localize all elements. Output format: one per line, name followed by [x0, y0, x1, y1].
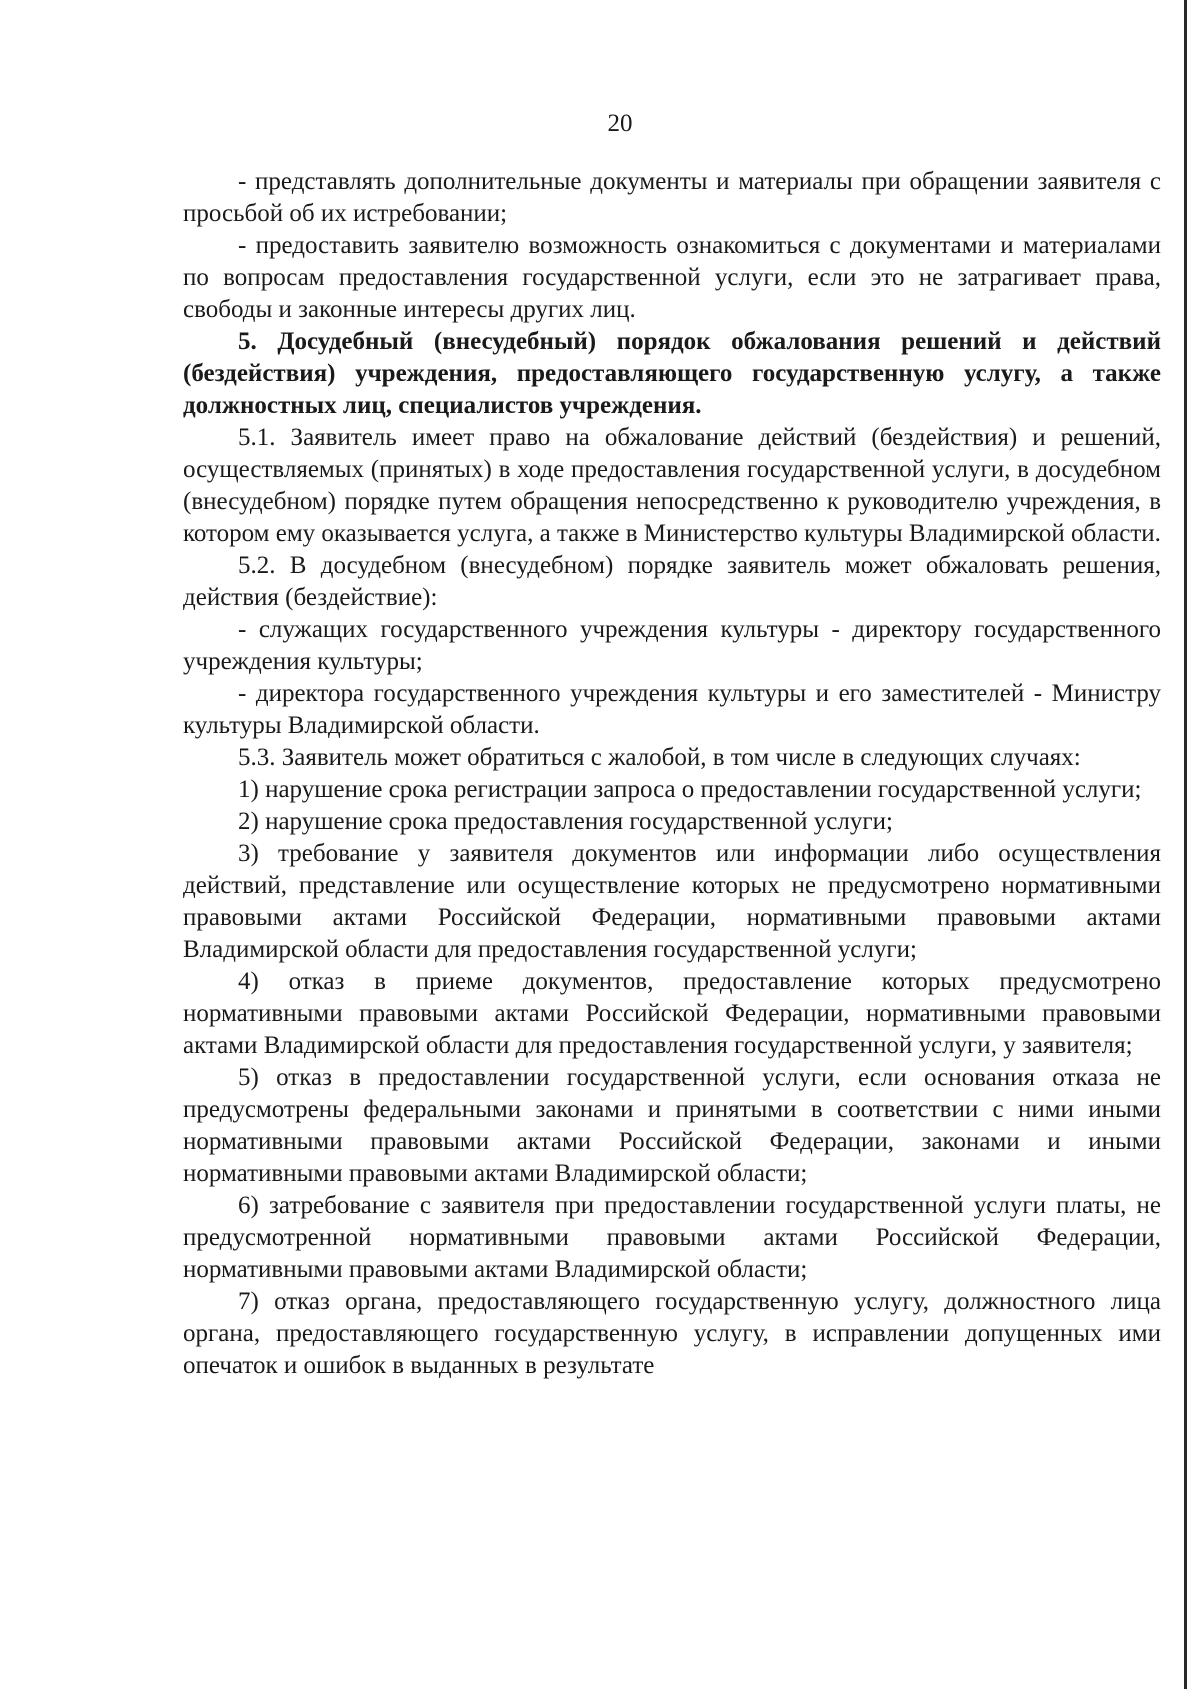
- paragraph-5-3: 5.3. Заявитель может обратиться с жалобой, в том числе в следующих случаях:: [238, 744, 1081, 771]
- list-item-2: 2) нарушение срока предоставления государственной услуги;: [238, 808, 893, 835]
- list-item-4: 4) отказ в приеме документов, предоставление которых предусмотрено нормативными правовыми актами Российской Федерации, нормативными правовыми актами Владимирской области для предоставления государственной услуги, у заявителя;: [183, 968, 1161, 1059]
- paragraph-request-documents: - представлять дополнительные документы и материалы при обращении заявителя с просьбой об их истребовании;: [183, 168, 1161, 227]
- paragraph-review-materials: - предоставить заявителю возможность ознакомиться с документами и материалами по вопросам предоставления государственной услуги, если это не затрагивает права, свободы и законные интересы других лиц.: [183, 232, 1161, 323]
- scan-edge-line: [1184, 0, 1187, 1689]
- list-item-5: 5) отказ в предоставлении государственной услуги, если основания отказа не предусмотрены федеральными законами и принятыми в соответствии с ними иными нормативными правовыми актами Российской Федерации, законами и иными нормативными правовыми актами Владимирской области;: [183, 1064, 1161, 1187]
- section-5-heading: 5. Досудебный (внесудебный) порядок обжалования решений и действий (бездействия) учреждения, предоставляющего государственную услугу, а также должностных лиц, специалистов учреждения.: [183, 328, 1161, 419]
- paragraph-5-2: 5.2. В досудебном (внесудебном) порядке заявитель может обжаловать решения, действия (бездействие):: [183, 552, 1161, 611]
- page-number: 20: [607, 110, 633, 137]
- paragraph-5-2-staff: - служащих государственного учреждения культуры - директору государственного учреждения культуры;: [183, 616, 1161, 675]
- list-item-1: 1) нарушение срока регистрации запроса о предоставлении государственной услуги;: [238, 776, 1142, 803]
- paragraph-5-2-director: - директора государственного учреждения культуры и его заместителей - Министру культуры Владимирской области.: [183, 680, 1161, 739]
- list-item-6: 6) затребование с заявителя при предоставлении государственной услуги платы, не предусмотренной нормативными правовыми актами Российской Федерации, нормативными правовыми актами Владимирской области;: [183, 1192, 1161, 1283]
- list-item-3: 3) требование у заявителя документов или информации либо осуществления действий, представление или осуществление которых не предусмотрено нормативными правовыми актами Российской Федерации, нормативными правовыми актами Владимирской области для предоставления государственной услуги;: [183, 840, 1161, 963]
- list-item-7: 7) отказ органа, предоставляющего государственную услугу, должностного лица органа, предоставляющего государственную услугу, в исправлении допущенных ими опечаток и ошибок в выданных в результате: [183, 1288, 1161, 1379]
- paragraph-5-1: 5.1. Заявитель имеет право на обжалование действий (бездействия) и решений, осуществляемых (принятых) в ходе предоставления государственной услуги, в досудебном (внесудебном) порядке путем обращения непосредственно к руководителю учреждения, в котором ему оказывается услуга, а также в Министерство культуры Владимирской области.: [183, 424, 1161, 547]
- document-body: [183, 166, 1161, 1382]
